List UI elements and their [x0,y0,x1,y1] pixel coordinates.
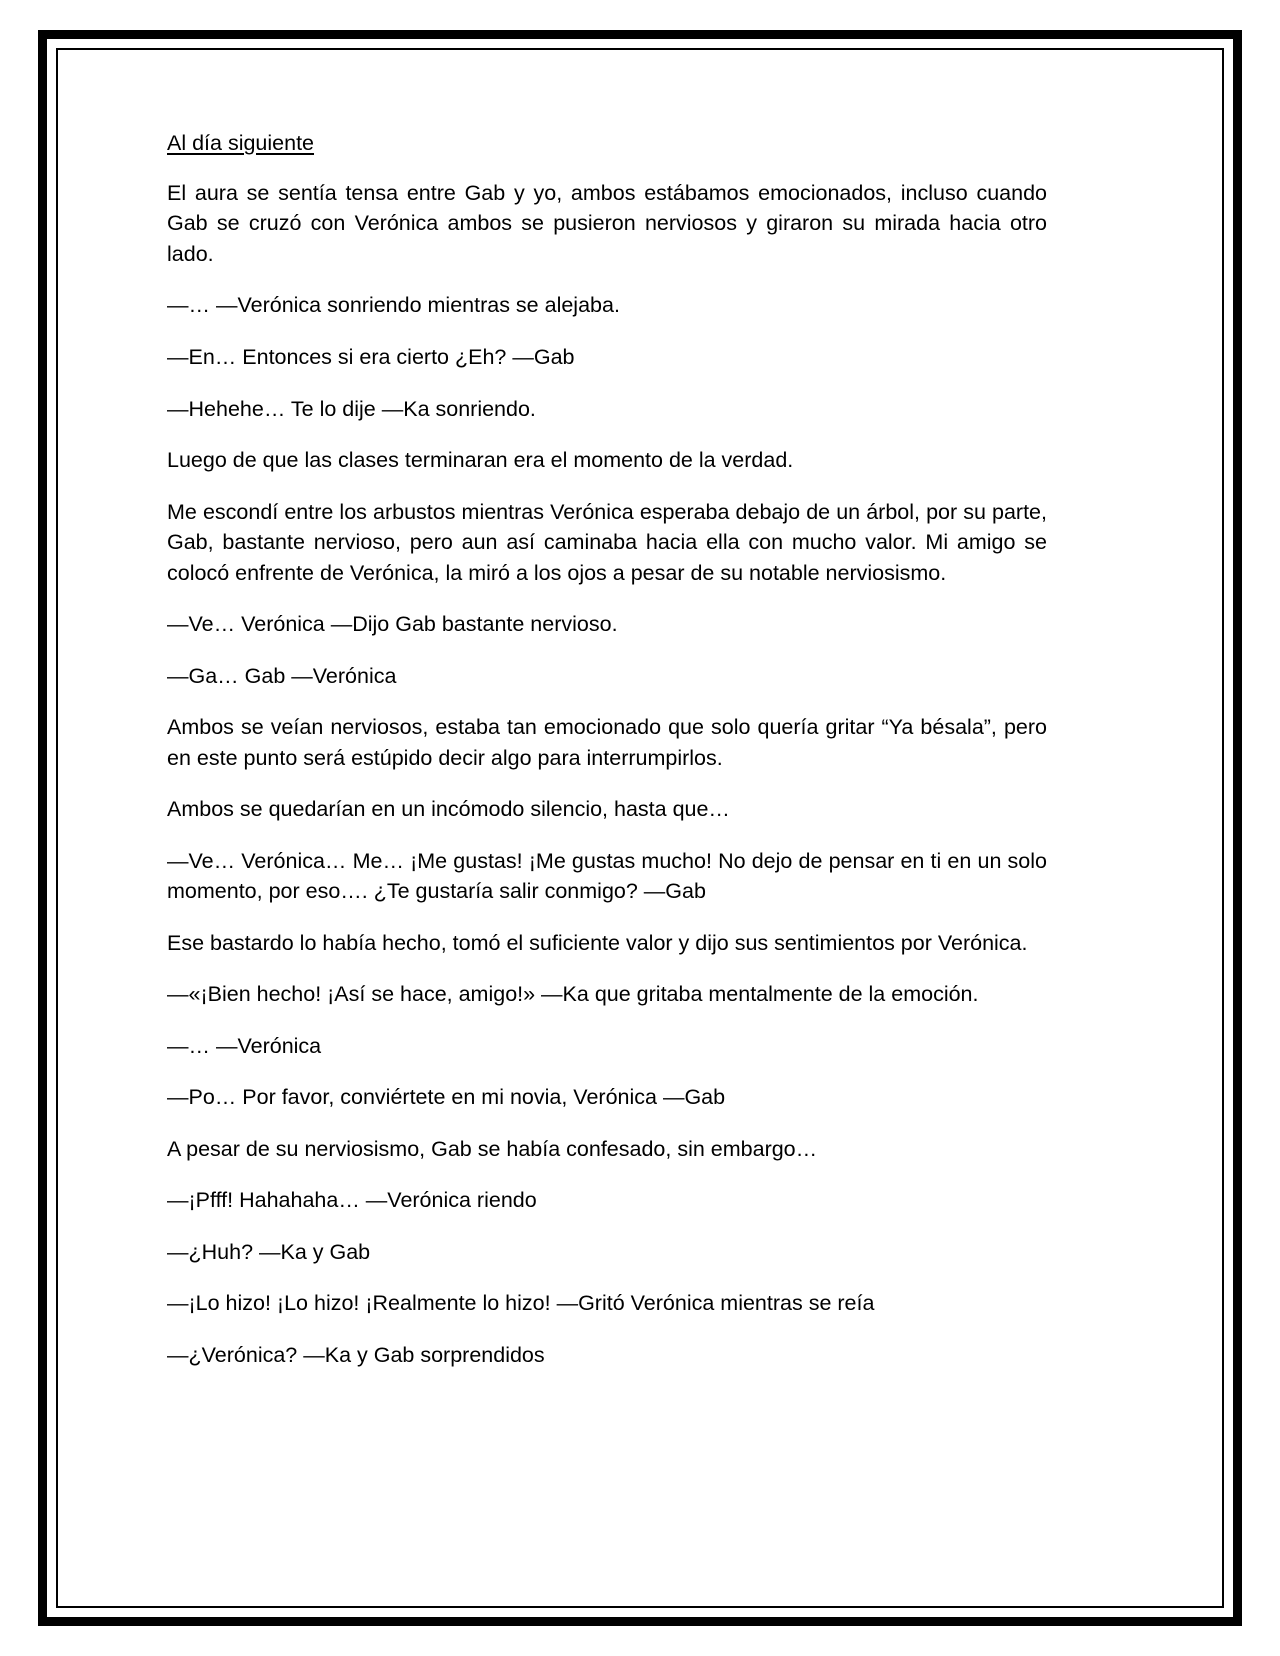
dialogue-line: —Ve… Verónica… Me… ¡Me gustas! ¡Me gustas mucho! No dejo de pensar en ti en un solo momento, por eso…. ¿Te gustaría salir conmigo? —Gab [167,848,1053,904]
dialogue-line: —¡Lo hizo! ¡Lo hizo! ¡Realmente lo hizo! —Gritó Verónica mientras se reía [167,1291,875,1316]
paragraph: Luego de que las clases terminaran era el momento de la verdad. [167,448,794,473]
paragraph: El aura se sentía tensa entre Gab y yo, ambos estábamos emocionados, incluso cuando Gab se cruzó con Verónica ambos se pusieron nerviosos y giraron su mirada hacia otro lado. [167,180,1053,266]
dialogue-line: —En… Entonces si era cierto ¿Eh? —Gab [167,345,575,369]
dialogue-line: —Ga… Gab —Verónica [167,663,397,688]
paragraph: A pesar de su nerviosismo, Gab se había confesado, sin embargo… [167,1136,818,1161]
dialogue-line: —… —Verónica [167,1033,322,1058]
paragraph: Ambos se veían nerviosos, estaba tan emocionado que solo quería gritar “Ya bésala”, pero en este punto será estúpido decir algo para interrumpirlos. [167,715,1053,770]
paragraph: Ese bastardo lo había hecho, tomó el suficiente valor y dijo sus sentimientos por Verónica. [167,930,1028,955]
document-body [167,130,1053,1370]
dialogue-line: —¡Pfff! Hahahaha… —Verónica riendo [167,1188,537,1213]
dialogue-line: —Po… Por favor, conviértete en mi novia, Verónica —Gab [167,1085,726,1110]
dialogue-line: —Hehehe… Te lo dije —Ka sonriendo. [167,396,536,421]
dialogue-line: —«¡Bien hecho! ¡Así se hace, amigo!» —Ka que gritaba mentalmente de la emoción. [167,982,979,1007]
paragraph: Me escondí entre los arbustos mientras Verónica esperaba debajo de un árbol, por su parte, Gab, bastante nervioso, pero aun así caminaba hacia ella con mucho valor. Mi amigo se colocó enfrente de Verónica, la miró a los ojos a pesar de su notable nerviosismo. [167,499,1053,585]
section-heading: Al día siguiente [167,131,315,155]
dialogue-line: —¿Verónica? —Ka y Gab sorprendidos [167,1342,545,1367]
dialogue-line: —Ve… Verónica —Dijo Gab bastante nervioso. [167,612,618,637]
paragraph: Ambos se quedarían en un incómodo silencio, hasta que… [167,797,730,822]
dialogue-line: —… —Verónica sonriendo mientras se alejaba. [167,293,620,318]
dialogue-line: —¿Huh? —Ka y Gab [167,1239,371,1264]
